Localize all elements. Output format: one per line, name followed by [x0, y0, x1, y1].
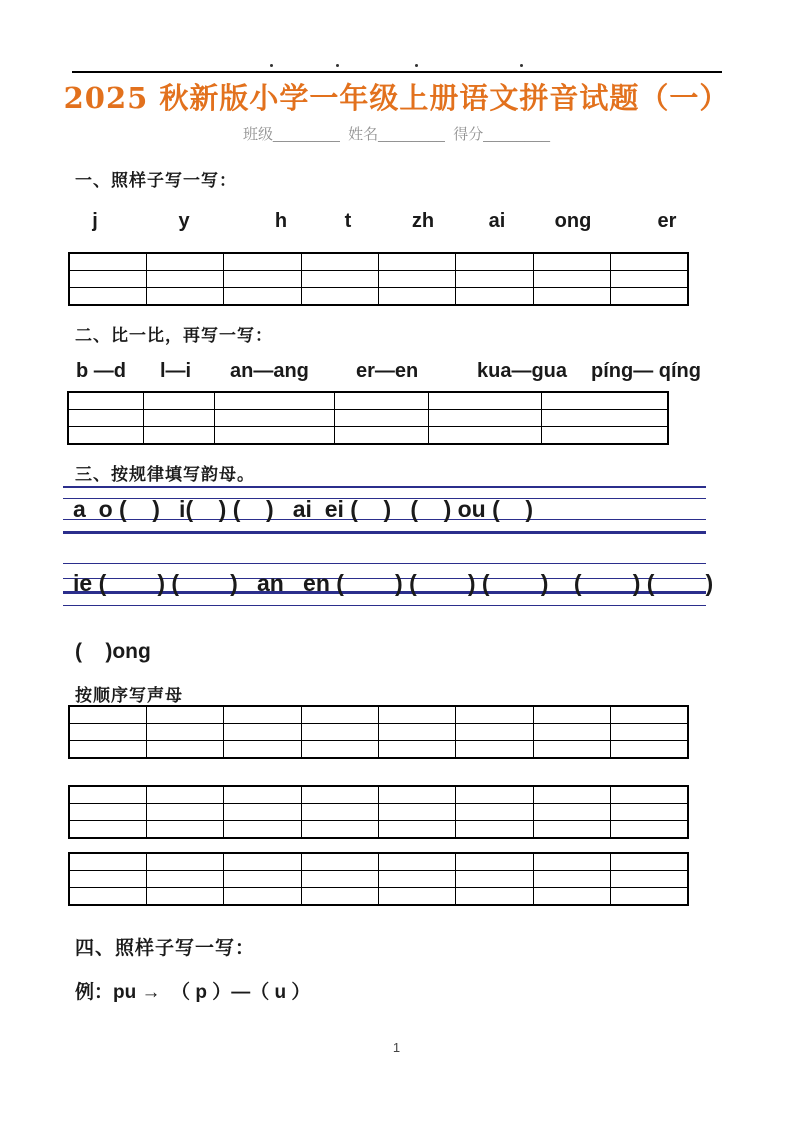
scan-dot	[520, 64, 523, 67]
vowel-sequence-line1: a o ( ) i( ) ( ) ai ei ( ) ( ) ou ( )	[73, 496, 533, 522]
sample-letter: h	[274, 210, 288, 232]
sample-letter: zh	[411, 210, 435, 232]
page-number: 1	[392, 1040, 401, 1055]
initials-subheading: 按顺序写声母	[75, 686, 183, 705]
ong-blank: ( )ong	[75, 640, 151, 663]
sample-letter: ai	[488, 210, 506, 232]
initials-table-1	[68, 705, 689, 759]
page-title: 2025 秋新版小学一年级上册语文拼音试题（一）	[63, 81, 730, 115]
pinyin-guide-line	[63, 486, 706, 488]
sample-letter: y	[178, 210, 190, 232]
initials-table-2	[68, 785, 689, 839]
scan-dot	[415, 64, 418, 67]
section2-heading: 二、比一比，再写一写：	[75, 326, 273, 345]
compare-pair: kua—gua	[477, 360, 568, 382]
section2-writing-table	[67, 391, 669, 445]
section1-heading: 一、照样子写一写：	[75, 171, 237, 190]
pinyin-guide-line	[63, 563, 706, 564]
vowel-sequence-line2: ie ( ) ( ) an en ( ) ( ) ( ) ( ) ( )	[73, 570, 714, 596]
section3-heading: 三、按规律填写韵母。	[75, 465, 255, 484]
compare-pair: píng— qíng	[591, 360, 701, 382]
sample-letter: j	[92, 210, 98, 232]
compare-pair: er—en	[356, 360, 419, 382]
section1-writing-table	[68, 252, 689, 306]
pinyin-guide-line	[63, 605, 706, 606]
scan-dot	[270, 64, 273, 67]
compare-pair: l—i	[160, 360, 192, 382]
pinyin-guide-line	[63, 531, 706, 534]
section4-example: 例：pu → （ p ）—（ u ）	[75, 982, 311, 1003]
student-info-line: 班级________ 姓名________ 得分________	[243, 126, 550, 143]
section4-heading: 四、照样子写一写：	[75, 938, 256, 959]
header-rule	[72, 71, 722, 73]
compare-pair: an—ang	[230, 360, 309, 382]
compare-pair: b —d	[76, 360, 126, 382]
initials-table-3	[68, 852, 689, 906]
sample-letter: ong	[554, 210, 592, 232]
scan-dot	[336, 64, 339, 67]
sample-letter: t	[344, 210, 352, 232]
sample-letter: er	[657, 210, 677, 232]
